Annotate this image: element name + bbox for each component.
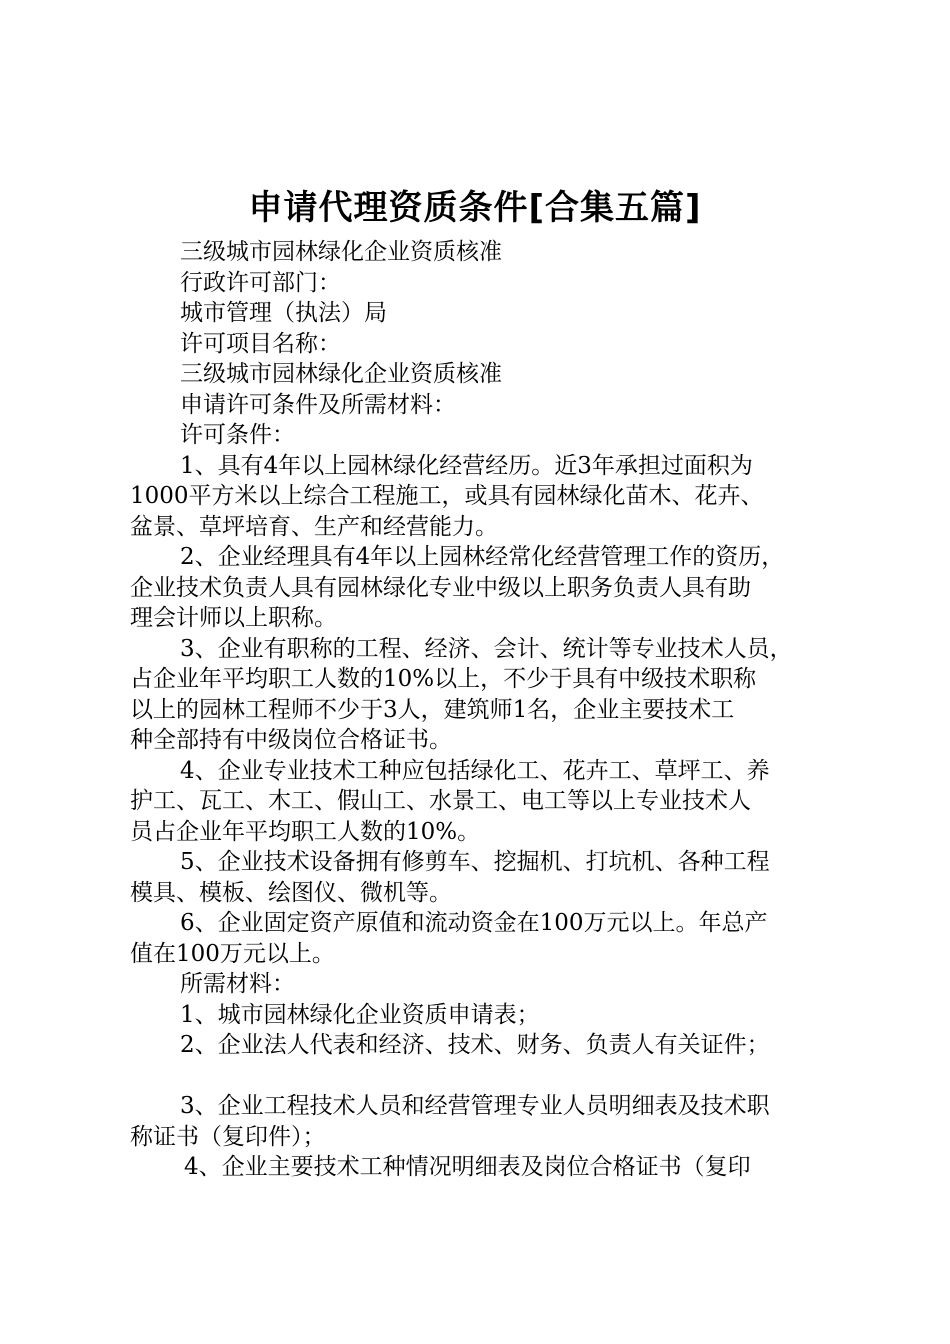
body-line: 2、企业经理具有4年以上园林经常化经营管理工作的资历， [180, 544, 785, 570]
body-line: 三级城市园林绿化企业资质核准 [180, 361, 502, 387]
body-line: 所需材料： [180, 971, 295, 997]
body-line: 理会计师以上职称。 [130, 605, 337, 631]
body-line: 三级城市园林绿化企业资质核准 [180, 239, 502, 265]
body-line: 4、企业专业技术工种应包括绿化工、花卉工、草坪工、养 [180, 757, 770, 784]
body-line: 许可项目名称： [180, 330, 341, 357]
body-line: 3、企业有职称的工程、经济、会计、统计等专业技术人员， [180, 635, 793, 662]
document-title: 申请代理资质条件[合集五篇] [248, 188, 702, 228]
body-line: 城市管理（执法）局 [180, 300, 387, 326]
body-line: 行政许可部门： [180, 269, 341, 296]
body-line: 种全部持有中级岗位合格证书。 [130, 727, 452, 753]
body-line: 1、具有4年以上园林绿化经营经历。近3年承担过面积为 [180, 452, 753, 479]
body-line: 许可条件： [180, 422, 295, 448]
body-line: 占企业年平均职工人数的10%以上，不少于具有中级技术职称 [130, 666, 757, 692]
body-line: 员占企业年平均职工人数的10%。 [130, 818, 481, 845]
body-line: 以上的园林工程师不少于3人，建筑师1名，企业主要技术工 [130, 696, 735, 723]
body-line: 1、城市园林绿化企业资质申请表； [180, 1001, 540, 1028]
body-line: 6、企业固定资产原值和流动资金在100万元以上。年总产 [180, 910, 768, 936]
blank-line [130, 1061, 830, 1092]
body-line: 值在100万元以上。 [130, 940, 335, 967]
body-line: 盆景、草坪培育、生产和经营能力。 [130, 513, 498, 540]
body-line: 申请许可条件及所需材料： [180, 391, 456, 418]
body-line: 模具、模板、绘图仪、微机等。 [130, 879, 452, 906]
body-line: 称证书（复印件）； [130, 1123, 326, 1150]
body-line: 企业技术负责人具有园林绿化专业中级以上职务负责人具有助 [130, 574, 751, 601]
body-line: 4、企业主要技术工种情况明细表及岗位合格证书（复印 [184, 1154, 751, 1180]
body-line: 1000平方米以上综合工程施工，或具有园林绿化苗木、花卉、 [130, 483, 764, 509]
body-line: 3、企业工程技术人员和经营管理专业人员明细表及技术职 [180, 1093, 770, 1119]
document-body [130, 237, 830, 1183]
body-line: 护工、瓦工、木工、假山工、水景工、电工等以上专业技术人 [130, 788, 751, 814]
body-line: 2、企业法人代表和经济、技术、财务、负责人有关证件； [180, 1032, 770, 1058]
body-line: 5、企业技术设备拥有修剪车、挖掘机、打坑机、各种工程 [180, 849, 770, 875]
